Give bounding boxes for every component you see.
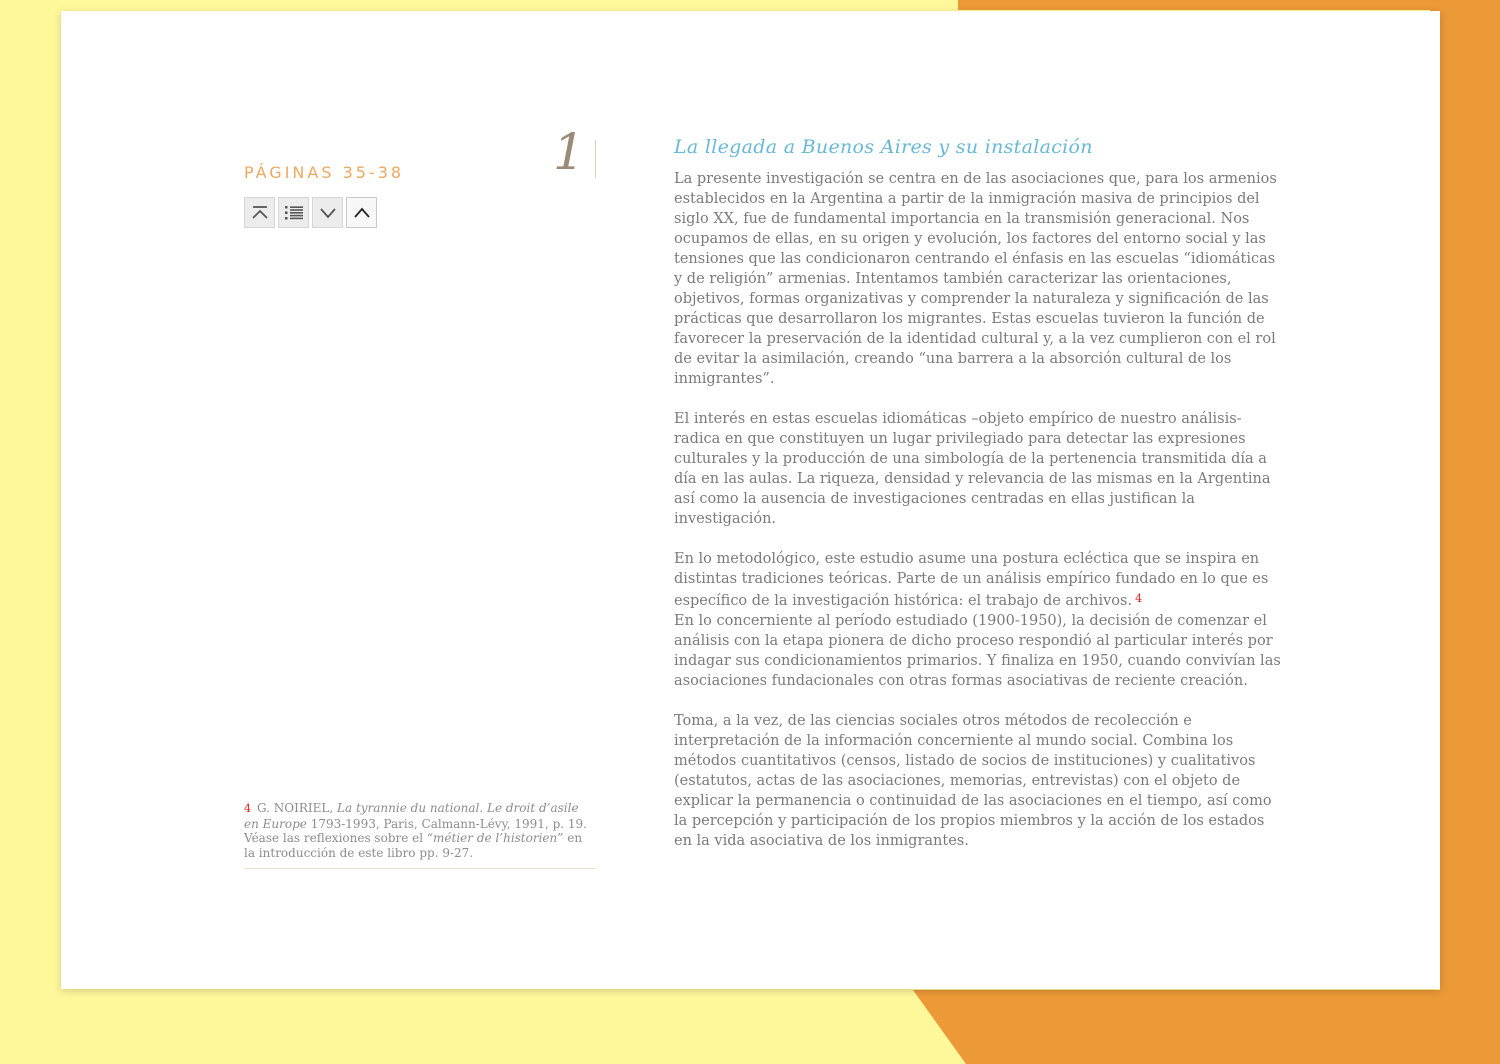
footnote-quote: “métier de l’historien” — [426, 831, 564, 845]
table-of-contents-button[interactable] — [278, 197, 309, 228]
footnote-mark: 4 — [244, 802, 251, 815]
footnote — [244, 801, 594, 860]
go-to-top-icon — [251, 204, 269, 222]
paragraph-3 — [674, 549, 1284, 691]
chapter-divider — [595, 140, 596, 178]
book-page — [61, 11, 1440, 989]
footnote-tail: en la introducción de este libro pp. 9-27. — [244, 831, 583, 860]
footnote-divider — [244, 868, 596, 869]
background-orange-bottom — [913, 990, 1500, 1064]
paragraph-4: Toma, a la vez, de las ciencias sociales otros métodos de recolección e interpretación de la información concerniente al mundo social. Combina los métodos cuantitativos (censos, listado de socios de instituciones) y cualitativos (estatutos, actas de las asociaciones, memorias, entrevistas) con el objeto de explicar la permanencia o continuidad de las asociaciones en el tiempo, así como la percepción y participación de los propios miembros y la acción de los estados en la vida asociativa de los inmigrantes. — [674, 713, 1272, 849]
page-navigation — [244, 197, 377, 228]
footnote-book-title: La tyrannie du national. Le droit d’asile en Europe — [244, 801, 579, 831]
footnote-details: 1793-1993, Paris, Calmann-Lévy, 1991, p. 19. Véase las reflexiones sobre el — [244, 816, 587, 845]
pages-range-label: PÁGINAS 35-38 — [244, 163, 405, 182]
paragraph-3-text: En lo metodológico, este estudio asume una postura ecléctica que se inspira en distintas tradiciones teóricas. Parte de un análisis empírico fundado en lo que es específico de la investigación histórica: el trabajo de archivos. — [674, 551, 1269, 609]
article-body — [674, 169, 1284, 871]
paragraph-1: La presente investigación se centra en de las asociaciones que, para los armenios establecidos en la Argentina a partir de la inmigración masiva de principios del siglo XX, fue de fundamental importancia en la transmisión generacional. Nos ocupamos de ellas, en su origen y evolución, los factores del entorno social y las tensiones que las condicionaron centrando el énfasis en las escuelas “idiomáticas y de religión” armenias. Intentamos también caracterizar las orientaciones, objetivos, formas organizativas y comprender la naturaleza y significación de las prácticas que desarrollaron los migrantes. Estas escuelas tuvieron la función de favorecer la preservación de la identidad cultural y, a la vez cumplieron con el rol de evitar la asimilación, creando “una barrera a la absorción cultural de los inmigrantes”. — [674, 171, 1277, 387]
chevron-up-icon — [353, 204, 371, 222]
chapter-number: 1 — [553, 123, 585, 181]
previous-page-button[interactable] — [346, 197, 377, 228]
background-orange-right — [1440, 0, 1500, 1064]
footnote-author: G. NOIRIEL, — [257, 801, 337, 815]
next-page-button[interactable] — [312, 197, 343, 228]
footnote-reference[interactable]: 4 — [1135, 592, 1143, 605]
list-index-icon — [284, 204, 304, 222]
chevron-down-icon — [319, 204, 337, 222]
paragraph-3-continuation: En lo concerniente al período estudiado (1900-1950), la decisión de comenzar el análisis con la etapa pionera de dicho proceso respondió al particular interés por indagar sus condicionamientos primarios. Y finaliza en 1950, cuando convivían las asociaciones fundacionales con otras formas asociativas de reciente creación. — [674, 613, 1281, 689]
section-title: La llegada a Buenos Aires y su instalación — [674, 136, 1093, 158]
go-to-top-button[interactable] — [244, 197, 275, 228]
paragraph-2: El interés en estas escuelas idiomáticas –objeto empírico de nuestro análisis- radica en que constituyen un lugar privilegiado para detectar las expresiones culturales y la producción de una simbología de la pertenencia transmitida día a día en las aulas. La riqueza, densidad y relevancia de las mismas en la Argentina así como la ausencia de investigaciones centradas en ellas justifican la investigación. — [674, 411, 1271, 527]
